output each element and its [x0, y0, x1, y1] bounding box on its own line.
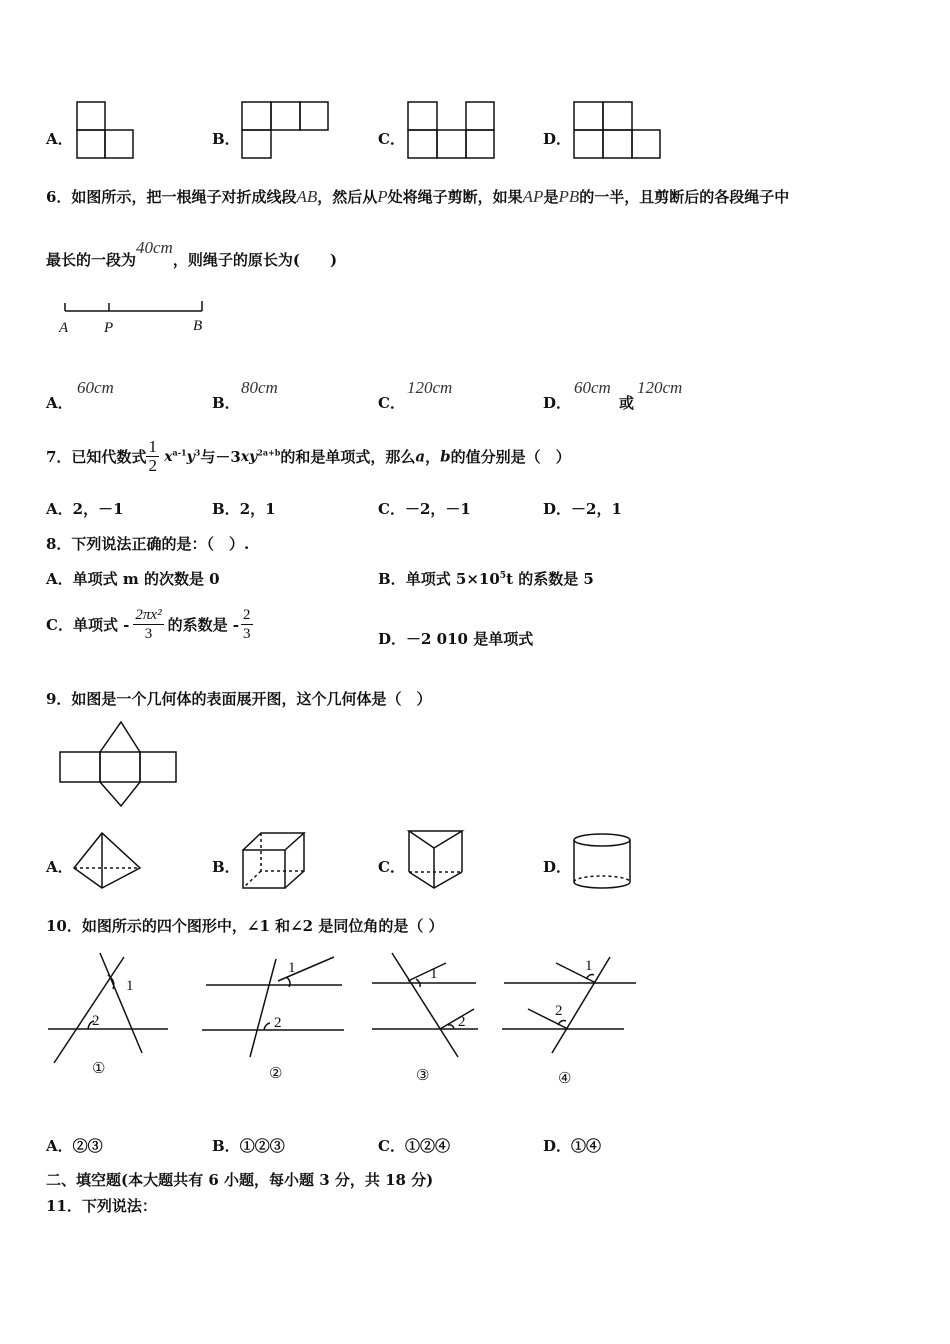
q7-option-b: B．2，1 [212, 500, 276, 518]
q10-fig2-angle1: 1 [288, 960, 296, 976]
q9-cylinder-figure [570, 832, 636, 892]
q9-cube-figure [240, 830, 310, 892]
q8-option-a: A．单项式 m 的次数是 0 [46, 570, 220, 588]
q10-fig1-angle1: 1 [126, 978, 134, 994]
q10-fig3-angle2: 2 [458, 1014, 466, 1030]
q10-fig4-angle2: 2 [555, 1003, 563, 1019]
q6-option-c-label: C． [378, 394, 405, 412]
q9-prism-figure [406, 828, 468, 892]
q6-option-d-value2: 120cm [637, 378, 683, 397]
q10-figure-3 [372, 953, 478, 1084]
q6-option-a-label: A． [46, 394, 73, 412]
q9-option-b-label: B． [212, 858, 240, 876]
q10-option-c: C．①②④ [378, 1137, 450, 1155]
q5-option-a-figure [75, 100, 137, 162]
q10-fig4-angle1: 1 [585, 958, 593, 974]
q11-stem: 11．下列说法： [46, 1197, 157, 1215]
q10-fig3-angle1: 1 [430, 966, 438, 982]
q5-option-b-figure [240, 100, 332, 162]
q9-option-a-label: A． [46, 858, 73, 876]
q9-option-d-label: D． [543, 858, 572, 876]
q5-option-c-figure [406, 100, 498, 162]
q6-stem-line1: 6．如图所示，把一根绳子对折成线段AB，然后从P处将绳子剪断，如果AP是PB的一半，且剪断后的各段绳子中 [46, 187, 790, 206]
q6-option-a-value: 60cm [77, 378, 114, 397]
q9-net-figure [58, 718, 180, 810]
q10-figure-4 [502, 957, 636, 1087]
q7-option-a: A．2，－1 [46, 500, 124, 518]
q8-option-c: C．单项式 - $\frac{\text{2πx²}}{3}$ 的系数是 - $\frac{2}{3}$ [46, 607, 251, 642]
q10-fig4-number: ④ [558, 1071, 572, 1087]
q10-fig1-number: ① [92, 1061, 106, 1077]
q9-option-c-label: C． [378, 858, 405, 876]
q10-option-a: A．②③ [46, 1137, 103, 1155]
q7-option-c: C．－2，－1 [378, 500, 471, 518]
q6-option-c-value: 120cm [407, 378, 453, 397]
q5-option-b-label: B． [212, 130, 240, 148]
q10-figures [44, 945, 644, 1095]
q10-figure-2 [202, 957, 344, 1082]
q6-point-b: B [193, 318, 203, 334]
q6-option-d-value1: 60cm [574, 378, 611, 397]
q8-stem: 8．下列说法正确的是：（ ）. [46, 535, 250, 553]
q9-pyramid-figure [70, 830, 146, 892]
q10-option-b: B．①②③ [212, 1137, 285, 1155]
q10-fig1-angle2: 2 [92, 1013, 100, 1029]
section2-heading: 二、填空题(本大题共有 6 小题，每小题 3 分，共 18 分) [46, 1171, 434, 1189]
q10-fig2-angle2: 2 [274, 1015, 282, 1031]
q10-figure-1 [48, 953, 168, 1077]
q6-point-p: P [104, 320, 114, 336]
q9-stem: 9．如图是一个几何体的表面展开图，这个几何体是（ ） [46, 690, 432, 708]
q6-point-a: A [59, 320, 69, 336]
q7-stem: 7．已知代数式 $\frac{1}{2}$ $x^{a-1}y^3$与$-3xy^{2a+b}$的和是单项式，那么a，b的值分别是（ ） [46, 437, 571, 475]
q5-option-a-label: A． [46, 130, 73, 148]
q10-fig3-number: ③ [416, 1068, 430, 1084]
q6-option-d-joiner: 或 [619, 394, 635, 412]
q10-fig2-number: ② [269, 1066, 283, 1082]
q5-option-d-figure [572, 100, 664, 162]
q6-option-d-label: D． [543, 394, 572, 412]
q7-option-d: D．－2，1 [543, 500, 622, 518]
q5-option-c-label: C． [378, 130, 405, 148]
q6-segment-figure [55, 297, 215, 342]
q8-option-d: D．－2 010 是单项式 [378, 630, 534, 648]
q6-stem-line2: 最长的一段为40cm，则绳子的原长为( ) [46, 238, 338, 269]
q6-option-b-value: 80cm [241, 378, 278, 397]
q8-option-b: B．单项式 $5\times 10^5t$ 的系数是 5 [378, 570, 594, 588]
q6-option-b-label: B． [212, 394, 240, 412]
q10-option-d: D．①④ [543, 1137, 602, 1155]
q10-stem: 10．如图所示的四个图形中，∠1 和∠2 是同位角的是（ ） [46, 917, 444, 935]
q5-option-d-label: D． [543, 130, 572, 148]
